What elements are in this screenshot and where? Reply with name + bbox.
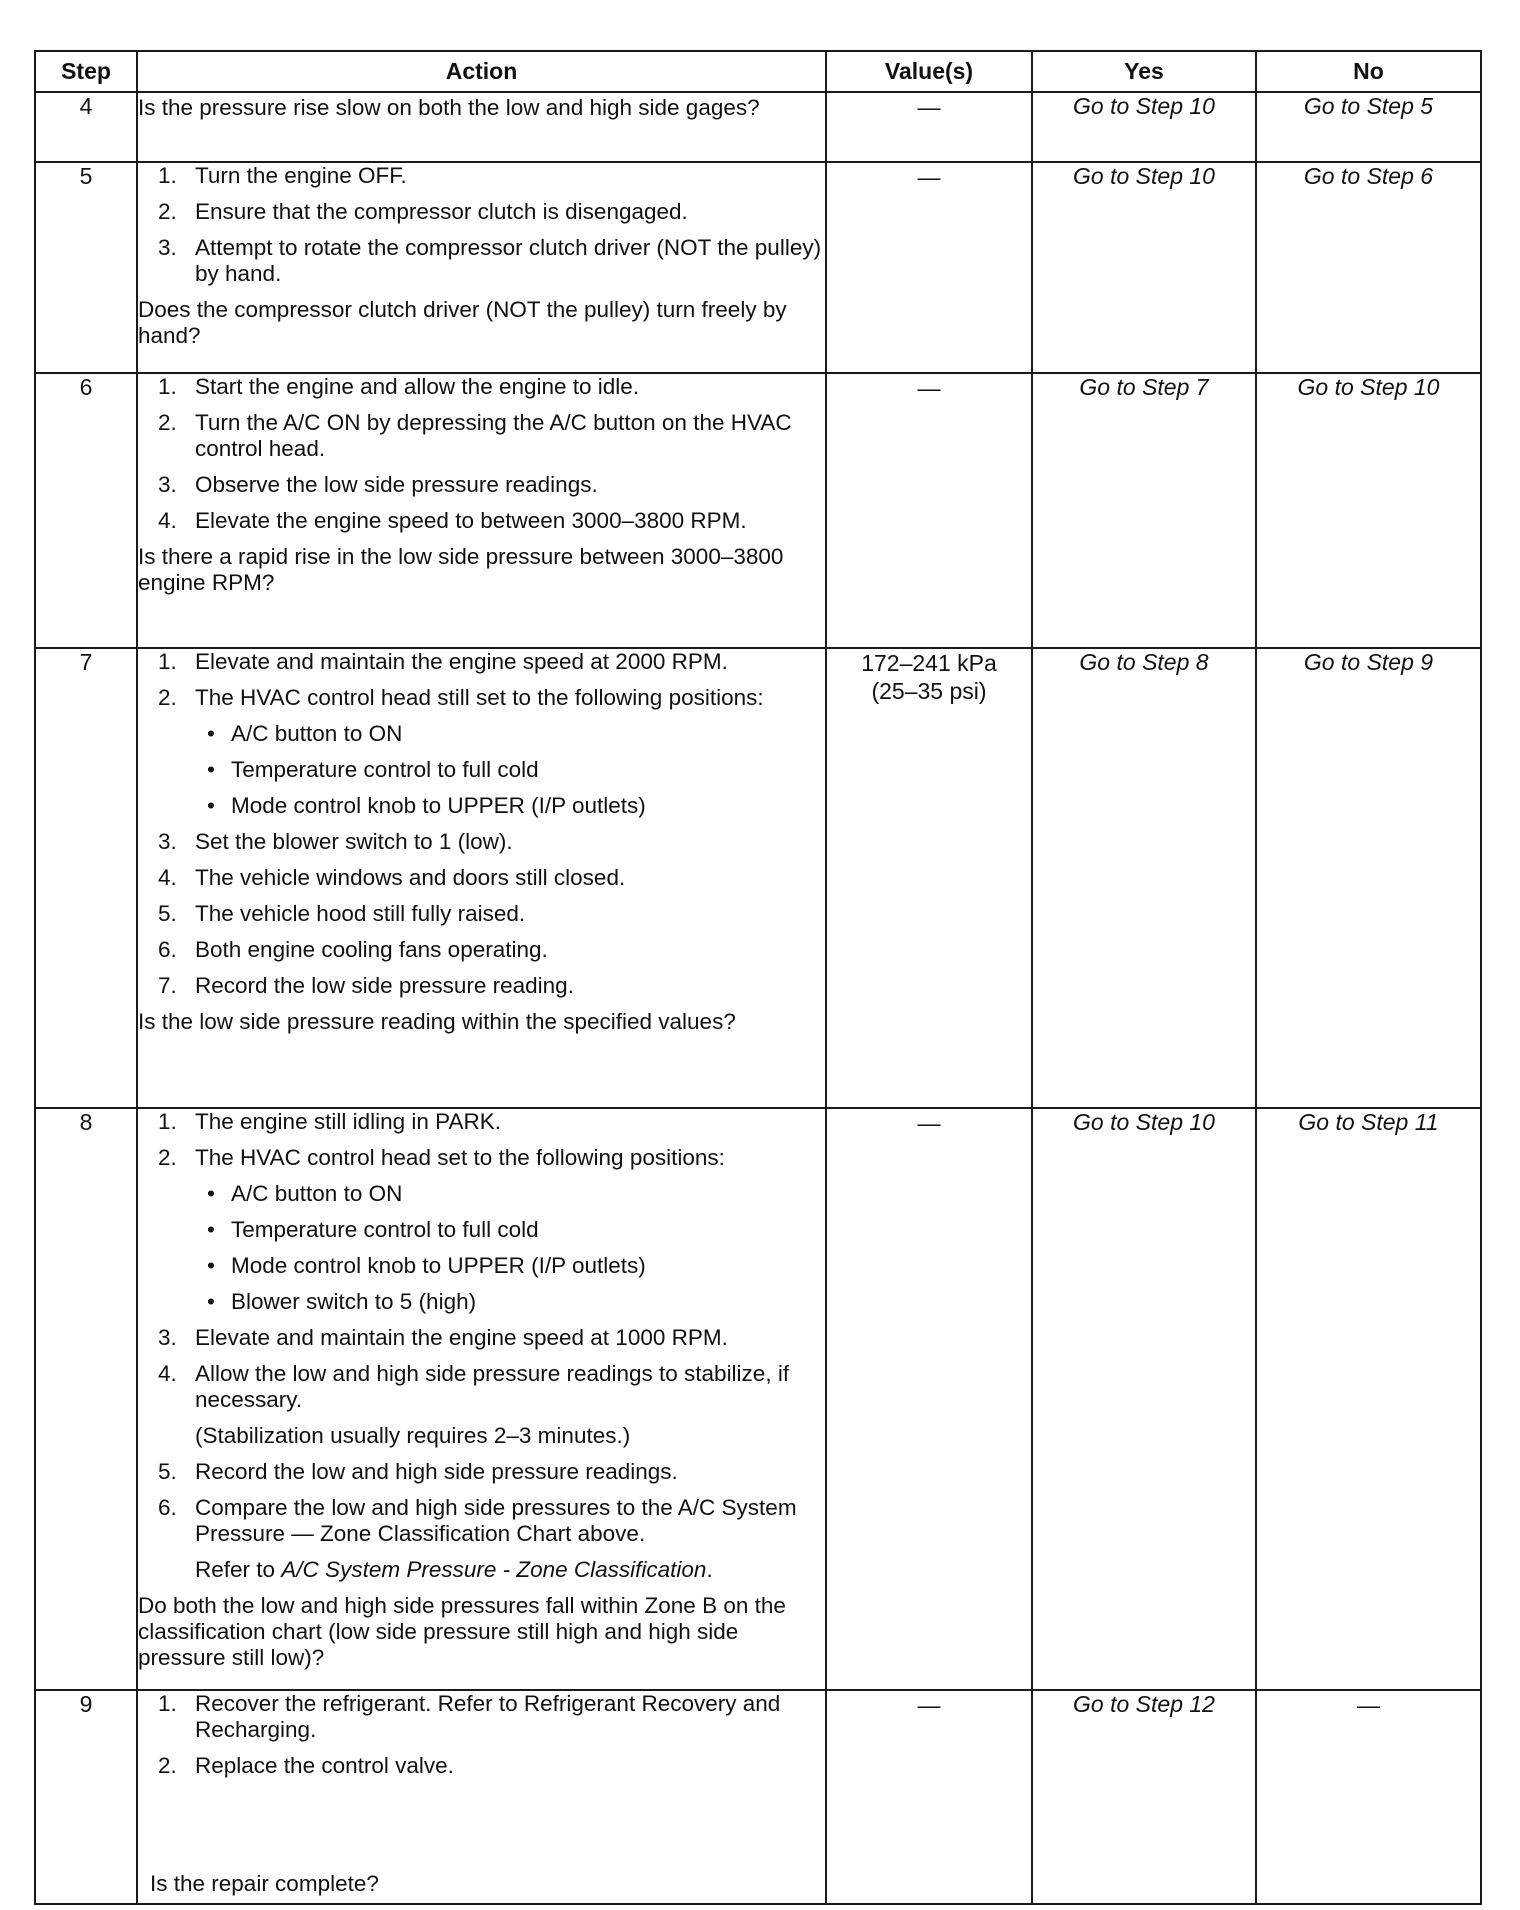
page [34, 50, 1480, 1905]
value-cell [826, 648, 1032, 1108]
list-item: 3. Set the blower switch to 1 (low). [158, 829, 513, 854]
bullet-list [195, 721, 825, 819]
no-cell: Go to Step 5 [1256, 92, 1481, 162]
yes-cell: Go to Step 10 [1032, 162, 1256, 373]
value-cell: — [826, 1108, 1032, 1690]
bullet-item: • Temperature control to full cold [207, 1217, 539, 1242]
list-item: 7. Record the low side pressure reading. [158, 973, 574, 998]
header-action: Action [137, 51, 826, 92]
question-text: Is the repair complete? [150, 1871, 379, 1896]
list-item: 2. Ensure that the compressor clutch is disengaged. [158, 199, 688, 224]
bullet-item: • Mode control knob to UPPER (I/P outlets) [207, 793, 646, 818]
step-number: 8 [35, 1108, 137, 1690]
bullet-list [195, 1181, 825, 1315]
step-number: 6 [35, 373, 137, 648]
table-row-step-9 [35, 1690, 1481, 1904]
header-no: No [1256, 51, 1481, 92]
table-row-step-4 [35, 92, 1481, 162]
question-text: Is the pressure rise slow on both the low and high side gages? [138, 95, 760, 120]
value-cell: — [826, 373, 1032, 648]
stabilization-note: (Stabilization usually requires 2–3 minutes.) [195, 1423, 631, 1448]
yes-cell: Go to Step 7 [1032, 373, 1256, 648]
no-cell: Go to Step 9 [1256, 648, 1481, 1108]
yes-cell: Go to Step 12 [1032, 1690, 1256, 1904]
list-item: 6. Compare the low and high side pressures to the A/C System Pressure — Zone Classification Chart above. Refer to A/C System Pressure - Zone Classification. [138, 1495, 825, 1583]
bullet-item: • Blower switch to 5 (high) [207, 1289, 477, 1314]
table-row-step-6 [35, 373, 1481, 648]
step-number: 9 [35, 1690, 137, 1904]
table-row-step-8 [35, 1108, 1481, 1690]
bullet-item: • A/C button to ON [207, 721, 403, 746]
step-number: 4 [35, 92, 137, 162]
question-text: Do both the low and high side pressures fall within Zone B on the classification chart (low side pressure still high and high side pressure still low)? [138, 1593, 786, 1670]
action-cell [137, 1108, 826, 1690]
action-cell [137, 92, 826, 162]
instruction-list [138, 163, 825, 287]
step-number: 5 [35, 162, 137, 373]
header-row [35, 51, 1481, 92]
value-cell: — [826, 1690, 1032, 1904]
list-item: 1. Recover the refrigerant. Refer to Refrigerant Recovery and Recharging. [158, 1691, 781, 1742]
value-cell: — [826, 162, 1032, 373]
no-cell: Go to Step 11 [1256, 1108, 1481, 1690]
list-item: 4. The vehicle windows and doors still closed. [158, 865, 626, 890]
list-item: 1. The engine still idling in PARK. [158, 1109, 501, 1134]
header-value: Value(s) [826, 51, 1032, 92]
list-item: 3. Elevate and maintain the engine speed at 1000 RPM. [158, 1325, 728, 1350]
list-item: 3. Observe the low side pressure readings. [158, 472, 598, 497]
action-cell [137, 162, 826, 373]
list-item: 2. The HVAC control head set to the following positions: • A/C button to ON • Temperature control to full cold • Mode control knob to UPPER (I/P outlets) • Blower switch to 5 (high) [138, 1145, 825, 1315]
list-item: 1. Turn the engine OFF. [158, 163, 407, 188]
table-row-step-5 [35, 162, 1481, 373]
question-text: Does the compressor clutch driver (NOT the pulley) turn freely by hand? [138, 297, 787, 348]
list-item: 2. Turn the A/C ON by depressing the A/C button on the HVAC control head. [158, 410, 792, 461]
instruction-list [138, 649, 825, 999]
list-item: 6. Both engine cooling fans operating. [158, 937, 548, 962]
no-cell: Go to Step 10 [1256, 373, 1481, 648]
list-item: 2. Replace the control valve. [158, 1753, 454, 1778]
instruction-list [138, 1109, 825, 1583]
value-kpa: 172–241 kPa [861, 650, 997, 676]
yes-cell: Go to Step 8 [1032, 648, 1256, 1108]
list-item: 1. Start the engine and allow the engine to idle. [158, 374, 640, 399]
zone-classification-link[interactable]: A/C System Pressure - Zone Classification [281, 1557, 707, 1582]
no-cell: — [1256, 1690, 1481, 1904]
header-yes: Yes [1032, 51, 1256, 92]
step-number: 7 [35, 648, 137, 1108]
bullet-item: • Mode control knob to UPPER (I/P outlets) [207, 1253, 646, 1278]
value-psi: (25–35 psi) [871, 678, 987, 704]
question-text: Is the low side pressure reading within the specified values? [138, 1009, 736, 1034]
list-item: 4. Allow the low and high side pressure readings to stabilize, if necessary. (Stabilization usually requires 2–3 minutes.) [138, 1361, 825, 1449]
no-cell: Go to Step 6 [1256, 162, 1481, 373]
yes-cell: Go to Step 10 [1032, 92, 1256, 162]
action-cell [137, 648, 826, 1108]
bullet-item: • Temperature control to full cold [207, 757, 539, 782]
list-item: 4. Elevate the engine speed to between 3000–3800 RPM. [158, 508, 747, 533]
list-item: 1. Elevate and maintain the engine speed at 2000 RPM. [158, 649, 728, 674]
instruction-list [138, 1691, 825, 1779]
yes-cell: Go to Step 10 [1032, 1108, 1256, 1690]
action-cell [137, 373, 826, 648]
value-cell: — [826, 92, 1032, 162]
bullet-item: • A/C button to ON [207, 1181, 403, 1206]
list-item: 2. The HVAC control head still set to the following positions: • A/C button to ON • Temperature control to full cold • Mode control knob to UPPER (I/P outlets) [138, 685, 825, 819]
refer-note: Refer to A/C System Pressure - Zone Classification. [195, 1557, 713, 1582]
action-cell [137, 1690, 826, 1904]
list-item: 5. Record the low and high side pressure readings. [158, 1459, 678, 1484]
instruction-list [138, 374, 825, 534]
table-row-step-7 [35, 648, 1481, 1108]
list-item: 3. Attempt to rotate the compressor clutch driver (NOT the pulley) by hand. [158, 235, 822, 286]
diagnostic-table [34, 50, 1482, 1905]
header-step: Step [35, 51, 137, 92]
question-text: Is there a rapid rise in the low side pressure between 3000–3800 engine RPM? [138, 544, 784, 595]
list-item: 5. The vehicle hood still fully raised. [158, 901, 526, 926]
